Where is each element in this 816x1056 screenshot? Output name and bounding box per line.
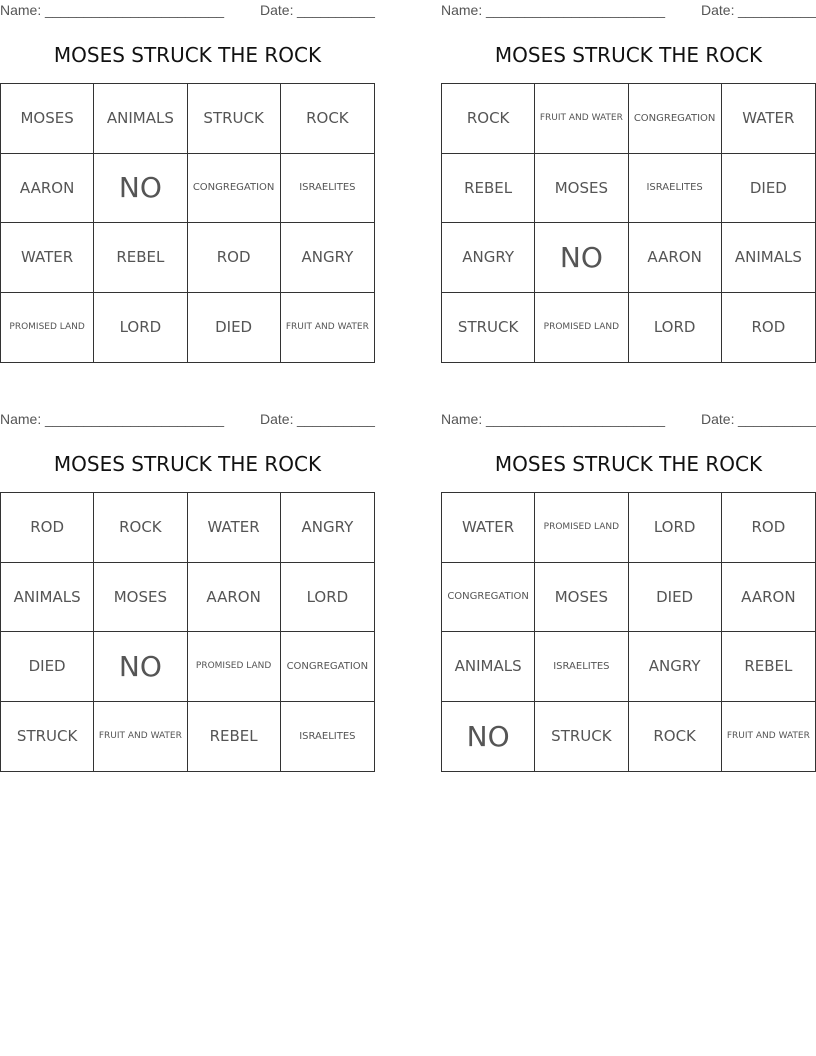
date-blank: __________ — [738, 411, 816, 427]
bingo-card-4 — [441, 409, 816, 774]
bingo-cell: STRUCK — [442, 293, 535, 363]
bingo-cell: STRUCK — [1, 702, 94, 772]
card-header — [441, 2, 816, 20]
bingo-cell: ROCK — [94, 493, 187, 563]
bingo-card-3 — [0, 409, 375, 774]
name-label: Name: — [0, 411, 42, 427]
bingo-cell: ANGRY — [629, 632, 722, 702]
date-label: Date: — [260, 2, 294, 18]
free-space-cell: NO — [442, 702, 535, 772]
bingo-cell: REBEL — [94, 223, 187, 293]
bingo-cell: LORD — [281, 563, 374, 633]
bingo-card-1 — [0, 0, 375, 365]
card-title: MOSES STRUCK THE ROCK — [494, 43, 763, 67]
name-blank: _______________________ — [45, 411, 225, 427]
date-blank: __________ — [297, 2, 375, 18]
name-blank: _______________________ — [486, 2, 666, 18]
bingo-cell: PROMISED LAND — [535, 493, 628, 563]
bingo-cell: ANIMALS — [722, 223, 815, 293]
bingo-cell: AARON — [722, 563, 815, 633]
bingo-cell: ANIMALS — [94, 84, 187, 154]
bingo-cell: MOSES — [535, 563, 628, 633]
bingo-grid — [441, 83, 816, 363]
card-header — [0, 411, 375, 429]
bingo-cell: MOSES — [94, 563, 187, 633]
bingo-grid — [0, 83, 375, 363]
bingo-cell: ROD — [751, 318, 786, 337]
bingo-grid — [441, 492, 816, 772]
bingo-cell: ANGRY — [281, 223, 374, 293]
bingo-cell: FRUIT AND WATER — [285, 322, 369, 333]
bingo-cell: ANIMALS — [1, 563, 94, 633]
bingo-cell: WATER — [1, 223, 94, 293]
name-label: Name: — [441, 411, 483, 427]
bingo-cell: ISRAELITES — [629, 154, 722, 224]
bingo-cell: STRUCK — [535, 702, 628, 772]
bingo-cell: ISRAELITES — [281, 154, 374, 224]
bingo-cell: AARON — [188, 563, 281, 633]
bingo-cell: LORD — [629, 493, 722, 563]
date-label: Date: — [701, 2, 735, 18]
bingo-cell: WATER — [722, 84, 815, 154]
date-label: Date: — [701, 411, 735, 427]
date-label: Date: — [260, 411, 294, 427]
bingo-cell: FRUIT AND WATER — [535, 84, 628, 154]
bingo-cell: DIED — [188, 293, 281, 363]
name-label: Name: — [441, 2, 483, 18]
bingo-cell: WATER — [442, 493, 535, 563]
bingo-cell: CONGREGATION — [442, 563, 535, 633]
bingo-cell: CONGREGATION — [629, 84, 722, 154]
bingo-cell: WATER — [188, 493, 281, 563]
bingo-cell: ROCK — [629, 702, 722, 772]
bingo-cell: LORD — [94, 293, 187, 363]
free-space-cell: NO — [94, 154, 187, 224]
bingo-cell: DIED — [1, 632, 94, 702]
bingo-cell: REBEL — [722, 632, 815, 702]
bingo-cell: STRUCK — [188, 84, 281, 154]
bingo-cell: ISRAELITES — [299, 730, 356, 742]
bingo-cell: CONGREGATION — [188, 154, 281, 224]
bingo-grid — [0, 492, 375, 772]
bingo-cell: AARON — [629, 223, 722, 293]
bingo-cell: DIED — [722, 154, 815, 224]
card-header — [0, 2, 375, 20]
bingo-cell: FRUIT AND WATER — [726, 731, 810, 742]
bingo-cell: LORD — [629, 293, 722, 363]
bingo-cell: ROCK — [442, 84, 535, 154]
bingo-cell: MOSES — [535, 154, 628, 224]
bingo-cell: PROMISED LAND — [1, 293, 94, 363]
bingo-cell: CONGREGATION — [281, 632, 374, 702]
bingo-cell: REBEL — [442, 154, 535, 224]
bingo-cell: MOSES — [1, 84, 94, 154]
bingo-cell: ROCK — [281, 84, 374, 154]
bingo-cell: ROD — [1, 493, 94, 563]
name-label: Name: — [0, 2, 42, 18]
bingo-cell: ANGRY — [281, 493, 374, 563]
card-title: MOSES STRUCK THE ROCK — [494, 452, 763, 476]
name-blank: _______________________ — [486, 411, 666, 427]
free-space-cell: NO — [535, 223, 628, 293]
date-blank: __________ — [297, 411, 375, 427]
bingo-cell: DIED — [629, 563, 722, 633]
bingo-cell: ANIMALS — [442, 632, 535, 702]
bingo-cell: AARON — [1, 154, 94, 224]
card-header — [441, 411, 816, 429]
bingo-cell: PROMISED LAND — [535, 293, 628, 363]
bingo-cell: ISRAELITES — [535, 632, 628, 702]
bingo-cell: REBEL — [188, 702, 281, 772]
bingo-cell: ANGRY — [442, 223, 535, 293]
bingo-cell: PROMISED LAND — [188, 632, 281, 702]
bingo-cell: FRUIT AND WATER — [94, 702, 187, 772]
bingo-card-2 — [441, 0, 816, 365]
card-title: MOSES STRUCK THE ROCK — [53, 452, 322, 476]
date-blank: __________ — [738, 2, 816, 18]
card-title: MOSES STRUCK THE ROCK — [53, 43, 322, 67]
free-space-cell: NO — [94, 632, 187, 702]
name-blank: _______________________ — [45, 2, 225, 18]
bingo-cell: ROD — [188, 223, 281, 293]
bingo-cell: ROD — [722, 493, 815, 563]
